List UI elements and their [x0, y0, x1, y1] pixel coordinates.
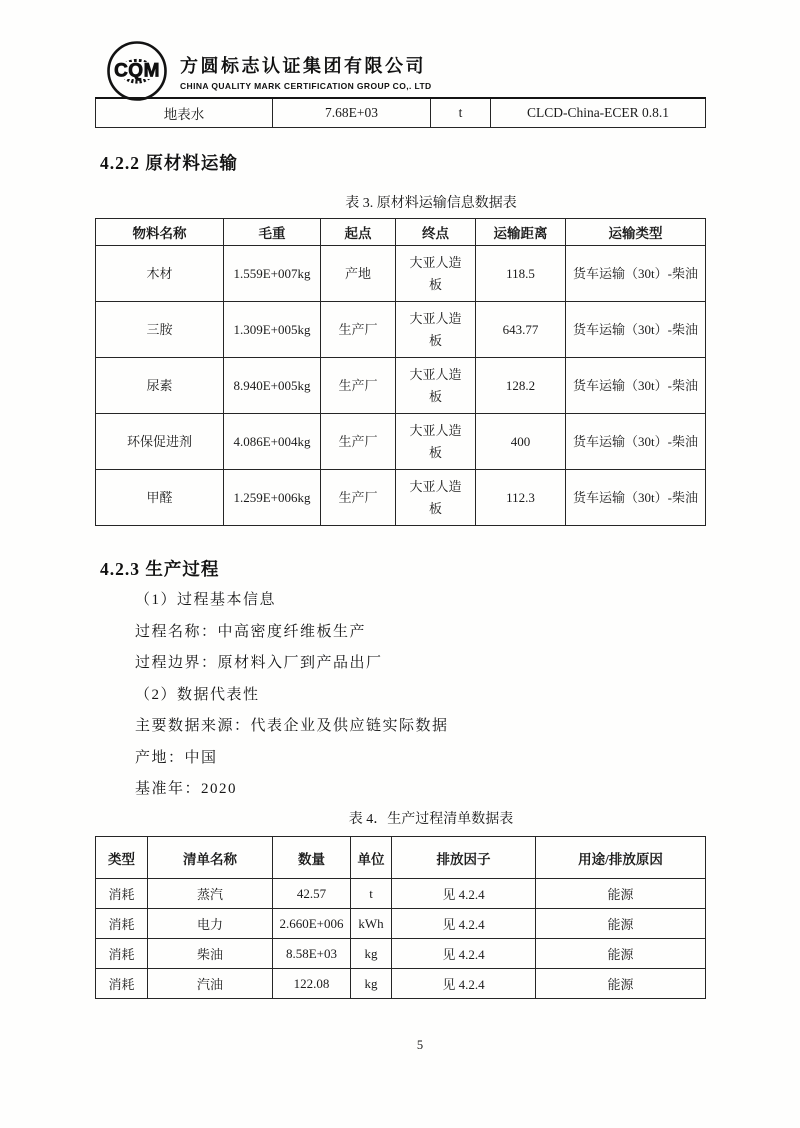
table-cell: 货车运输（30t）-柴油	[566, 414, 706, 470]
table-cell: 122.08	[273, 969, 351, 999]
table-cell: 甲醛	[96, 470, 224, 526]
table-cell: t	[351, 879, 392, 909]
table-cell: 大亚人造板	[396, 246, 476, 302]
paragraph: （2）数据代表性	[135, 686, 260, 703]
column-header: 数量	[273, 837, 351, 879]
table-cell: 大亚人造板	[396, 470, 476, 526]
table-cell: 木材	[96, 246, 224, 302]
table-cell: 1.259E+006kg	[224, 470, 321, 526]
table-row	[96, 98, 706, 128]
company-name-en: CHINA QUALITY MARK CERTIFICATION GROUP CO,. LTD	[180, 80, 432, 91]
table4-caption: 表 4．生产过程清单数据表	[348, 812, 514, 827]
table-cell: 消耗	[96, 879, 148, 909]
table-cell: 生产厂	[321, 414, 396, 470]
table-cell: 643.77	[476, 302, 566, 358]
table-cell: 118.5	[476, 246, 566, 302]
table-cell: 128.2	[476, 358, 566, 414]
table-row	[96, 909, 706, 939]
table-row	[96, 939, 706, 969]
table-cell: 400	[476, 414, 566, 470]
table-cell: 消耗	[96, 969, 148, 999]
table-cell: 能源	[536, 879, 706, 909]
page-header	[106, 40, 432, 102]
table-cell: kg	[351, 969, 392, 999]
column-header: 毛重	[224, 219, 321, 246]
table-cell: 7.68E+03	[273, 98, 431, 128]
table-cell: 生产厂	[321, 302, 396, 358]
table-cell: 货车运输（30t）-柴油	[566, 358, 706, 414]
table3-caption: 表 3. 原材料运输信息数据表	[345, 196, 517, 211]
table-row	[96, 358, 706, 414]
table-cell: 112.3	[476, 470, 566, 526]
cqm-logo-icon	[106, 40, 168, 102]
table-header-row	[96, 837, 706, 879]
column-header: 清单名称	[148, 837, 273, 879]
table-cell: 42.57	[273, 879, 351, 909]
process-info-paragraphs	[135, 588, 695, 809]
table-row	[96, 470, 706, 526]
paragraph: 过程名称：中高密度纤维板生产	[135, 623, 367, 640]
section-heading-423: 4.2.3 生产过程	[100, 559, 220, 579]
table-cell: 生产厂	[321, 358, 396, 414]
table-cell: 蒸汽	[148, 879, 273, 909]
table-row	[96, 879, 706, 909]
table-cell: 8.940E+005kg	[224, 358, 321, 414]
paragraph: （1）过程基本信息	[135, 592, 277, 608]
table-cell: 见 4.2.4	[392, 909, 536, 939]
table-cell: CLCD-China-ECER 0.8.1	[491, 98, 706, 128]
svg-text:CQM: CQM	[114, 60, 160, 82]
column-header: 运输距离	[476, 219, 566, 246]
table-cell: 消耗	[96, 909, 148, 939]
company-name-cn: 方圆标志认证集团有限公司	[180, 55, 426, 76]
table-cell: 生产厂	[321, 470, 396, 526]
table-cell: 大亚人造板	[396, 414, 476, 470]
paragraph: 产地：中国	[135, 749, 218, 766]
table-cell: 货车运输（30t）-柴油	[566, 246, 706, 302]
paragraph: 主要数据来源：代表企业及供应链实际数据	[135, 718, 449, 734]
paragraph: 基准年：2020	[135, 781, 238, 797]
carryover-table	[95, 97, 706, 128]
table-cell: 2.660E+006	[273, 909, 351, 939]
column-header: 单位	[351, 837, 392, 879]
table-row	[96, 414, 706, 470]
table-cell: 汽油	[148, 969, 273, 999]
table-cell: 柴油	[148, 939, 273, 969]
paragraph: 过程边界：原材料入厂到产品出厂	[135, 655, 383, 671]
table-cell: 货车运输（30t）-柴油	[566, 302, 706, 358]
table-cell: 见 4.2.4	[392, 879, 536, 909]
table-cell: 尿素	[96, 358, 224, 414]
table-cell: 大亚人造板	[396, 302, 476, 358]
table-cell: kg	[351, 939, 392, 969]
table-cell: 货车运输（30t）-柴油	[566, 470, 706, 526]
page-number: 5	[416, 1038, 424, 1052]
table-cell: 1.309E+005kg	[224, 302, 321, 358]
table-row	[96, 302, 706, 358]
table-row	[96, 969, 706, 999]
table-cell: 能源	[536, 939, 706, 969]
column-header: 排放因子	[392, 837, 536, 879]
column-header: 终点	[396, 219, 476, 246]
table-cell: 地表水	[96, 98, 273, 128]
table-cell: 1.559E+007kg	[224, 246, 321, 302]
column-header: 物料名称	[96, 219, 224, 246]
table-cell: 8.58E+03	[273, 939, 351, 969]
table-cell: 能源	[536, 969, 706, 999]
column-header: 运输类型	[566, 219, 706, 246]
column-header: 起点	[321, 219, 396, 246]
table-cell: 电力	[148, 909, 273, 939]
table-cell: kWh	[351, 909, 392, 939]
column-header: 类型	[96, 837, 148, 879]
table-cell: 产地	[321, 246, 396, 302]
table-cell: 见 4.2.4	[392, 969, 536, 999]
table-cell: 大亚人造板	[396, 358, 476, 414]
section-heading-422: 4.2.2 原材料运输	[100, 153, 238, 173]
table-cell: t	[431, 98, 491, 128]
column-header: 用途/排放原因	[536, 837, 706, 879]
table-cell: 消耗	[96, 939, 148, 969]
table-cell: 4.086E+004kg	[224, 414, 321, 470]
company-name-block	[180, 52, 432, 91]
table-cell: 三胺	[96, 302, 224, 358]
table-cell: 能源	[536, 909, 706, 939]
production-inventory-table	[95, 836, 706, 999]
table-row	[96, 246, 706, 302]
table-cell: 见 4.2.4	[392, 939, 536, 969]
table-cell: 环保促进剂	[96, 414, 224, 470]
materials-transport-table	[95, 218, 706, 526]
table-header-row	[96, 219, 706, 246]
